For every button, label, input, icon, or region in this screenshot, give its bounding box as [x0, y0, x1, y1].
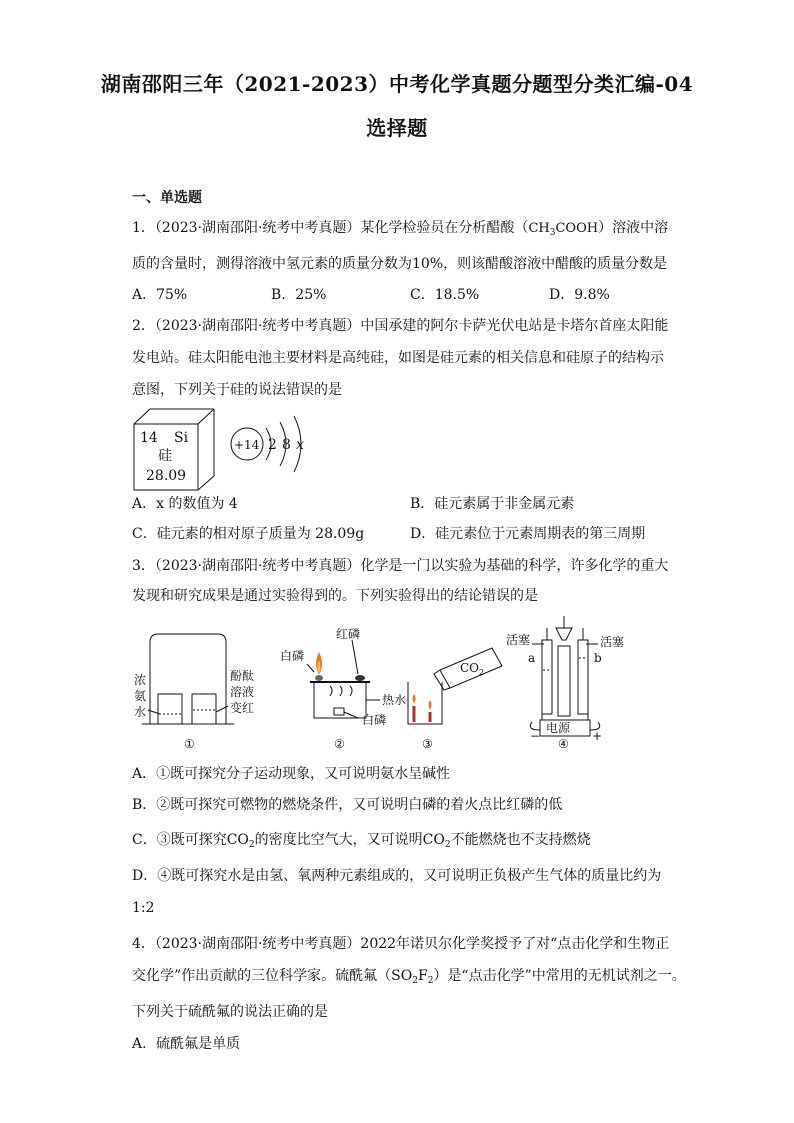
q3-option-c-mid: 的密度比空气大，又可说明CO [254, 832, 445, 848]
document-title-line1: 湖南邵阳三年（2021-2023）中考化学真题分题型分类汇编-04 [100, 72, 694, 96]
fig4-power-label: 电源 [546, 721, 571, 735]
q3-line2: 发现和研究成果是通过实验得到的。下列实验得出的结论错误的是 [132, 588, 538, 604]
fig2-hot-water-label: 热水 [382, 693, 407, 707]
fig1-right-text-2: 溶液 [230, 685, 255, 699]
q1-line1 [132, 218, 672, 243]
element-number: 14 [140, 430, 158, 446]
q1-line2: 质的含量时，测得溶液中氢元素的质量分数为10%，则该醋酸溶液中醋酸的质量分数是 [132, 256, 668, 272]
q4-line2-mid: F [417, 968, 428, 984]
fig4-valve-right-label: 活塞 [600, 635, 625, 649]
q2-option-a[interactable]: A．x 的数值为 4 [132, 496, 238, 512]
q1-formula-b: COOH [555, 221, 599, 236]
q1-option-c[interactable]: C．18.5% [410, 287, 480, 303]
q1-text-post: ）溶液中溶 [598, 220, 669, 236]
q3-option-c[interactable] [132, 830, 672, 855]
q2-option-c[interactable]: C．硅元素的相对原子质量为 28.09g [132, 526, 365, 542]
fig4-b-label: b [594, 651, 602, 665]
fig1-right-text-3: 变红 [230, 701, 255, 715]
fig4-label: ④ [558, 737, 569, 751]
experiment-figures [130, 614, 625, 754]
fig2-white-phosphorus2-label: 白磷 [362, 713, 387, 727]
fig4-minus-label: − [530, 729, 541, 743]
q4-line1: 4．（2023·湖南邵阳·统考中考真题）2022年诺贝尔化学奖授予了对“点击化学和生物正 [132, 936, 670, 952]
q2-line1: 2．（2023·湖南邵阳·统考中考真题）中国承建的阿尔卡萨光伏电站是卡塔尔首座太阳能 [132, 318, 669, 334]
fig2-beaker [307, 640, 380, 718]
q4-line2 [132, 966, 686, 991]
q3-option-c-post: 不能燃烧也不支持燃烧 [450, 832, 591, 848]
element-symbol: Si [174, 430, 189, 446]
fig4-electrolysis [530, 616, 600, 736]
q1-formula [528, 221, 598, 236]
q4-line2-sub2: 2 [427, 976, 434, 986]
q3-option-c-pre: C．③既可探究CO [132, 832, 249, 848]
q4-line2-sub1: 2 [412, 976, 418, 986]
q1-option-d[interactable]: D．9.8% [549, 287, 610, 303]
q3-option-c-sub1: 2 [248, 840, 255, 850]
q3-option-d-line2: 1:2 [132, 900, 155, 916]
fig3-label: ③ [422, 737, 433, 751]
fig3-gas-label: $CO_2$ [460, 661, 485, 677]
fig2-red-phosphorus-label: 红磷 [336, 627, 361, 641]
fig2-label: ② [334, 737, 345, 751]
q1-formula-sub: 3 [549, 228, 556, 238]
element-name: 硅 [158, 448, 172, 464]
q1-text-pre: 1．（2023·湖南邵阳·统考中考真题）某化学检验员在分析醋酸（ [132, 220, 529, 236]
q3-line1: 3．（2023·湖南邵阳·统考中考真题）化学是一门以实验为基础的科学，许多化学的重大 [132, 558, 669, 574]
document-title-line2: 选择题 [366, 116, 428, 140]
q4-option-a[interactable]: A．硫酰氟是单质 [132, 1036, 241, 1052]
shell-3-electrons: x [296, 437, 304, 453]
fig2-white-phosphorus-label: 白磷 [280, 649, 305, 663]
q1-formula-a: CH [528, 221, 550, 236]
q2-option-d[interactable]: D．硅元素位于元素周期表的第三周期 [410, 526, 646, 542]
q4-line2-pre: 交化学”作出贡献的三位科学家。硫酰氟（SO [132, 968, 413, 984]
q3-option-d-line1[interactable]: D．④既可探究水是由氢、氧两种元素组成的，又可说明正负极产生气体的质量比约为 [132, 868, 662, 884]
q2-line2: 发电站。硅太阳能电池主要材料是高纯硅，如图是硅元素的相关信息和硅原子的结构示 [132, 350, 664, 366]
fig1-left-char-3: 水 [134, 705, 147, 719]
atom-nucleus-charge: +14 [234, 438, 260, 452]
fig3-beaker [408, 648, 502, 724]
fig4-a-label: a [528, 651, 536, 665]
fig4-plus-label: + [592, 729, 603, 743]
q3-option-a[interactable]: A．①既可探究分子运动现象，又可说明氨水呈碱性 [132, 766, 451, 782]
q2-line3: 意图，下列关于硅的说法错误的是 [132, 382, 342, 398]
fig1-bell-jar [142, 634, 234, 724]
q1-option-a[interactable]: A．75% [132, 287, 188, 303]
silicon-element-figure [130, 406, 330, 492]
fig1-left-char-1: 浓 [134, 673, 147, 687]
element-mass: 28.09 [146, 468, 187, 484]
fig1-label: ① [184, 737, 195, 751]
q3-option-c-sub2: 2 [444, 840, 451, 850]
q4-line2-post: ）是“点击化学”中常用的无机试剂之一。 [433, 968, 686, 984]
q3-option-b[interactable]: B．②既可探究可燃物的燃烧条件，又可说明白磷的着火点比红磷的低 [132, 797, 563, 813]
fig1-left-char-2: 氨 [134, 689, 147, 703]
shell-1-electrons: 2 [268, 437, 277, 453]
q4-line3: 下列关于硫酰氟的说法正确的是 [132, 1004, 328, 1020]
q1-option-b[interactable]: B．25% [271, 287, 327, 303]
shell-2-electrons: 8 [282, 437, 291, 453]
section-title: 一、单选题 [132, 190, 202, 206]
fig1-right-text-1: 酚酞 [230, 669, 255, 683]
fig4-valve-left-label: 活塞 [506, 633, 531, 647]
q2-option-b[interactable]: B．硅元素属于非金属元素 [410, 496, 575, 512]
